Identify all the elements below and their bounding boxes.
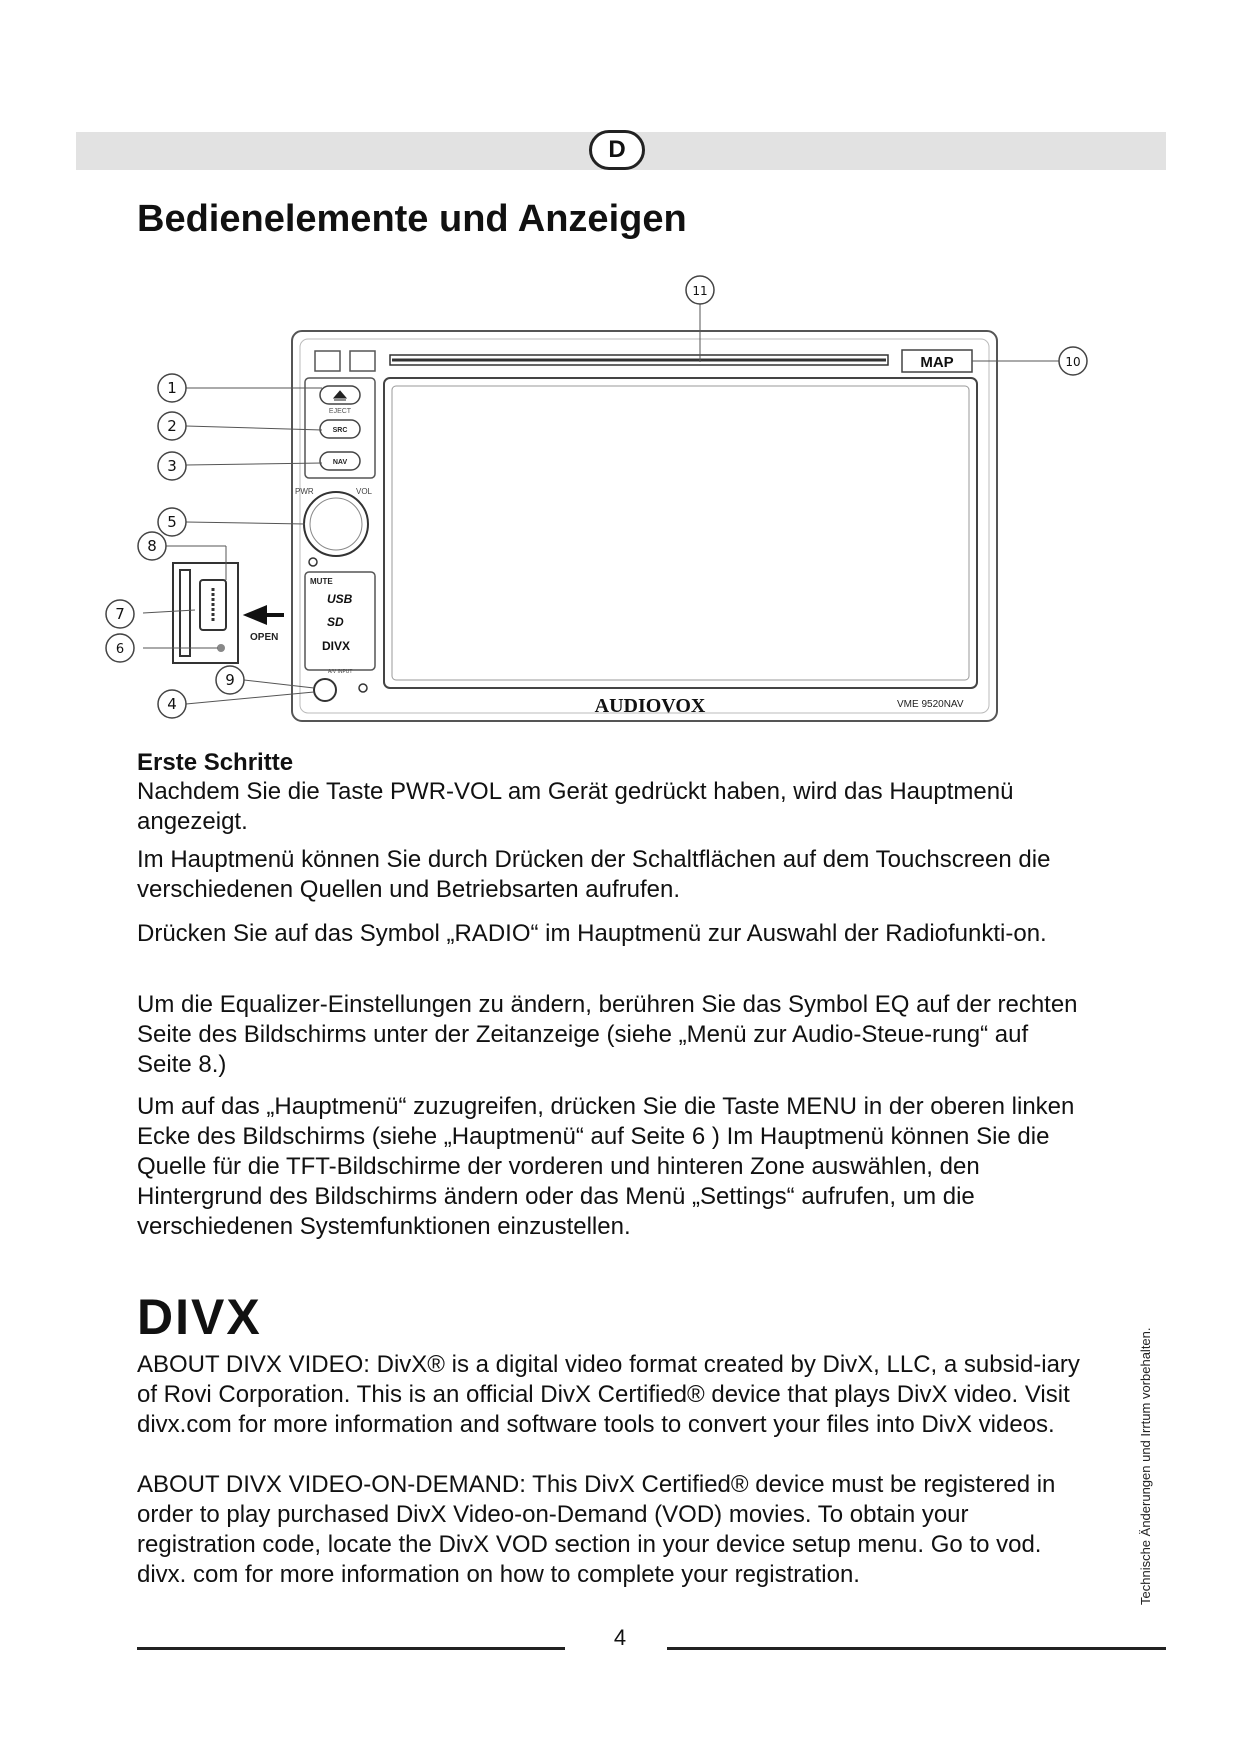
touchscreen bbox=[384, 378, 977, 688]
model-label: VME 9520NAV bbox=[897, 699, 964, 710]
reset-hole bbox=[217, 644, 225, 652]
svg-text:1: 1 bbox=[167, 379, 177, 397]
page-title: Bedienelemente und Anzeigen bbox=[137, 198, 687, 240]
svg-text:10: 10 bbox=[1065, 355, 1081, 369]
microphone bbox=[359, 684, 367, 692]
svg-text:DIVX: DIVX bbox=[137, 1290, 262, 1342]
side-note: Technische Änderungen und Irrtum vorbehalten. bbox=[1138, 1327, 1153, 1605]
device-body bbox=[292, 331, 997, 721]
volume-knob[interactable] bbox=[304, 492, 368, 556]
divx-about-video: ABOUT DIVX VIDEO: DivX® is a digital video format created by DivX, LLC, a subsid-iary of Rovi Corporation. This is an official DivX Certified® device that plays DivX video. Visit divx.com for more information and software tools to convert your files into DivX videos. bbox=[137, 1351, 1080, 1438]
av-input-label: A/V INPUT bbox=[328, 669, 353, 675]
eject-label: EJECT bbox=[328, 408, 352, 415]
av-input-jack[interactable] bbox=[314, 679, 336, 701]
language-badge: D bbox=[589, 130, 645, 170]
svg-text:5: 5 bbox=[167, 513, 177, 531]
page-number: 4 bbox=[613, 1625, 627, 1650]
mute-label: MUTE bbox=[310, 577, 333, 586]
svg-text:8: 8 bbox=[147, 537, 157, 555]
pwr-label: PWR bbox=[295, 487, 314, 496]
eject-icon bbox=[334, 391, 346, 400]
src-label: SRC bbox=[332, 427, 348, 434]
svg-text:7: 7 bbox=[115, 605, 125, 623]
section-title: Erste Schritte bbox=[137, 749, 294, 776]
open-label: OPEN bbox=[250, 632, 279, 643]
footer-line-left bbox=[137, 1647, 565, 1650]
paragraph-2: Im Hauptmenü können Sie durch Drücken der Schaltflächen auf dem Touchscreen die verschiedenen Quellen und Betriebsarten aufrufen. bbox=[137, 846, 1051, 903]
divx-small-logo: DIVX bbox=[322, 639, 351, 653]
paragraph-3: Drücken Sie auf das Symbol „RADIO“ im Hauptmenü zur Auswahl der Radiofunkti-on. bbox=[137, 920, 1047, 947]
paragraph-5: Um auf das „Hauptmenü“ zuzugreifen, drücken Sie die Taste MENU in der oberen linken Ecke des Bildschirms (siehe „Hauptmenü“ auf Seite 6 ) Im Hauptmenü können Sie die Quelle für die TFT-Bildschirme der vorderen und hinteren Zone auswählen, den Hintergrund des Bildschirms ändern oder das Menü „Settings“ aufrufen, um die verschiedenen Systemfunktionen einzustellen. bbox=[137, 1093, 1075, 1240]
svg-text:11: 11 bbox=[692, 284, 708, 298]
sd-logo: SD bbox=[327, 615, 344, 629]
indicator-led bbox=[309, 558, 317, 566]
open-arrow-icon bbox=[248, 608, 284, 622]
paragraph-1: Nachdem Sie die Taste PWR-VOL am Gerät gedrückt haben, wird das Hauptmenü angezeigt. bbox=[137, 778, 1014, 835]
svg-text:2: 2 bbox=[167, 417, 177, 435]
usb-logo: USB bbox=[327, 592, 353, 606]
svg-text:6: 6 bbox=[115, 642, 125, 657]
map-label: MAP bbox=[920, 354, 954, 371]
divx-about-vod: ABOUT DIVX VIDEO-ON-DEMAND: This DivX Certified® device must be registered in order to play purchased DivX Video-on-Demand (VOD) movies. To obtain your registration code, locate the DivX VOD section in your device setup menu. Go to vod. divx. com for more information on how to complete your registration. bbox=[137, 1471, 1056, 1588]
vol-label: VOL bbox=[356, 487, 373, 496]
sd-slot bbox=[180, 570, 190, 656]
device-diagram bbox=[100, 270, 1100, 740]
svg-text:4: 4 bbox=[167, 695, 177, 713]
svg-text:3: 3 bbox=[167, 457, 177, 475]
paragraph-4: Um die Equalizer-Einstellungen zu ändern, berühren Sie das Symbol EQ auf der rechten Seite des Bildschirms unter der Zeitanzeige (siehe „Menü zur Audio-Steue-rung“ auf Seite 8.) bbox=[137, 991, 1078, 1078]
nav-label: NAV bbox=[332, 459, 348, 466]
footer-line-right bbox=[667, 1647, 1166, 1650]
svg-text:9: 9 bbox=[225, 671, 235, 689]
brand-logo: AUDIOVOX bbox=[594, 695, 706, 717]
divx-logo bbox=[137, 1290, 307, 1342]
